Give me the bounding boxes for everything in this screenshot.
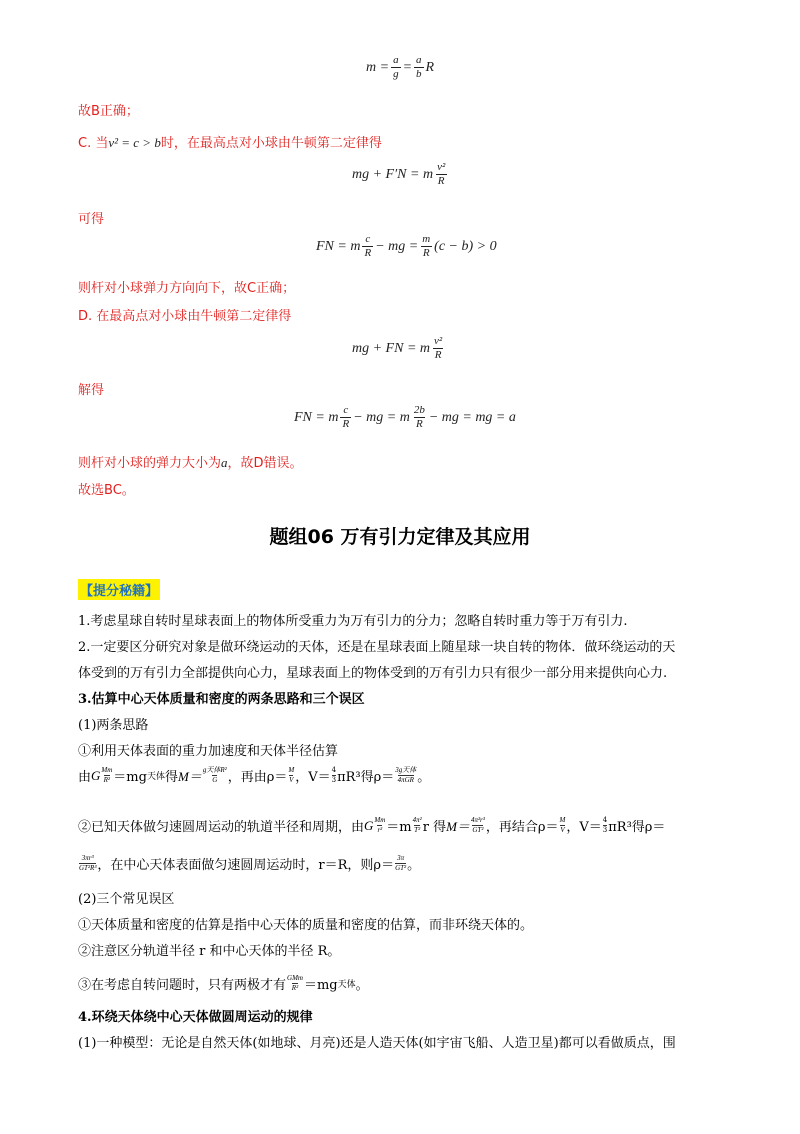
text-answer: 故选BC。: [78, 483, 135, 498]
equation-newton-d: mg + FN = m $\frac{\text{v²}}{R}$: [352, 335, 443, 361]
fraction: 4 3: [602, 816, 608, 834]
fraction: M V: [288, 766, 295, 784]
subsection-2: (2)三个常见误区: [78, 892, 175, 907]
equation-fn-d: FN = m $\frac{c}{R}$ − mg = m $\frac{2b}{R}$ − mg = mg = a: [294, 404, 516, 430]
fraction: Mm r²: [374, 816, 386, 834]
equation-mass: [366, 55, 434, 80]
fraction: Mm R²: [101, 766, 113, 784]
formula-line-1: 由 G Mm R² ＝mg 天体 得 M＝ g天体R² G ，再由ρ＝ M V ，V＝ 4 3 πR³得ρ＝ 3g天体 4πGR 。: [78, 766, 431, 785]
fraction: g天体R² G: [202, 766, 227, 784]
pitfall-3: ③在考虑自转问题时，只有两极才有 GMm R² ＝mg 天体 。: [78, 974, 369, 993]
eq-term: R: [425, 59, 435, 75]
fraction: $\frac{\text{v²}}{R}$: [434, 335, 443, 361]
paragraph-4: (1)一种模型：无论是自然天体(如地球、月亮)还是人造天体(如宇宙飞船、人造卫星)都可以看做质点，围: [78, 1036, 676, 1051]
fraction: $\frac{c}{R}$: [364, 233, 372, 259]
fraction: GMm R²: [287, 974, 303, 992]
tips-badge: 【提分秘籍】: [78, 579, 160, 600]
text-d-condition: D. 在最高点对小球由牛顿第二定律得: [78, 309, 292, 324]
pitfall-2: ②注意区分轨道半径 r 和中心天体的半径 R。: [78, 944, 341, 959]
idea-1: ①利用天体表面的重力加速度和天体半径估算: [78, 744, 339, 759]
text-d-conclusion: 则杆对小球的弹力大小为a，故D错误。: [78, 455, 303, 471]
fraction: $\frac{c}{R}$: [342, 404, 350, 430]
fraction: 3g天体 4πGR: [395, 766, 417, 784]
fraction: 4π² T²: [412, 816, 422, 834]
equation-fn-c: FN = m $\frac{c}{R}$ − mg = $\frac{m}{R}$ (c − b) > 0: [316, 233, 497, 259]
heading-4: 4.环绕天体绕中心天体做圆周运动的规律: [78, 1010, 313, 1025]
text-b-correct: 故B正确；: [78, 104, 139, 119]
heading-3: 3.估算中心天体质量和密度的两条思路和三个误区: [78, 692, 365, 707]
eq-term: =: [402, 59, 413, 75]
eq-term: m =: [366, 59, 390, 75]
text-c-conclusion: 则杆对小球弹力方向向下，故C正确；: [78, 281, 296, 296]
fraction: M V: [559, 816, 566, 834]
fraction: 4 3: [331, 766, 337, 784]
text-jiede: 解得: [78, 383, 105, 398]
section-title: 题组06 万有引力定律及其应用: [269, 526, 531, 548]
paragraph-2b: 体受到的万有引力全部提供向心力，星球表面上的物体受到的万有引力只有很少一部分用来提供向心力.: [78, 666, 668, 681]
fraction: 3πr³ GT²R³: [79, 854, 97, 872]
pitfall-1: ①天体质量和密度的估算是指中心天体的质量和密度的估算，而非环绕天体的。: [78, 918, 534, 933]
paragraph-2a: 2.一定要区分研究对象是做环绕运动的天体，还是在星球表面上随星球一块自转的物体．做环绕运动的天: [78, 640, 676, 655]
fraction: $\frac{2b}{R}$: [413, 404, 425, 430]
fraction: 3π GT²: [395, 854, 407, 872]
equation-newton-c: mg + F′N = m $\frac{\text{v²}}{R}$: [352, 161, 446, 187]
fraction: $\frac{a}{g}$: [393, 54, 399, 80]
formula-line-3: 3πr³ GT²R³ ，在中心天体表面做匀速圆周运动时，r＝R，则ρ＝ 3π GT² 。: [79, 854, 421, 873]
text-kede: 可得: [78, 212, 105, 227]
formula-line-2: ②已知天体做匀速圆周运动的轨道半径和周期，由 G Mm r² ＝m 4π² T² r 得 M＝ 4π²r³ GT² ，再结合ρ＝ M V ，V＝ 4 3 πR³得ρ＝: [78, 816, 666, 835]
text-c-condition: C. 当v² = c > b时，在最高点对小球由牛顿第二定律得: [78, 135, 382, 151]
fraction: $\frac{a}{b}$: [416, 54, 422, 80]
fraction: $\frac{\text{v²}}{R}$: [437, 161, 446, 187]
paragraph-1: 1.考虑星球自转时星球表面上的物体所受重力为万有引力的分力；忽略自转时重力等于万有引力.: [78, 614, 628, 629]
subsection-1: (1)两条思路: [78, 718, 149, 733]
fraction: $\frac{m}{R}$: [422, 233, 431, 259]
fraction: 4π²r³ GT²: [470, 816, 485, 834]
